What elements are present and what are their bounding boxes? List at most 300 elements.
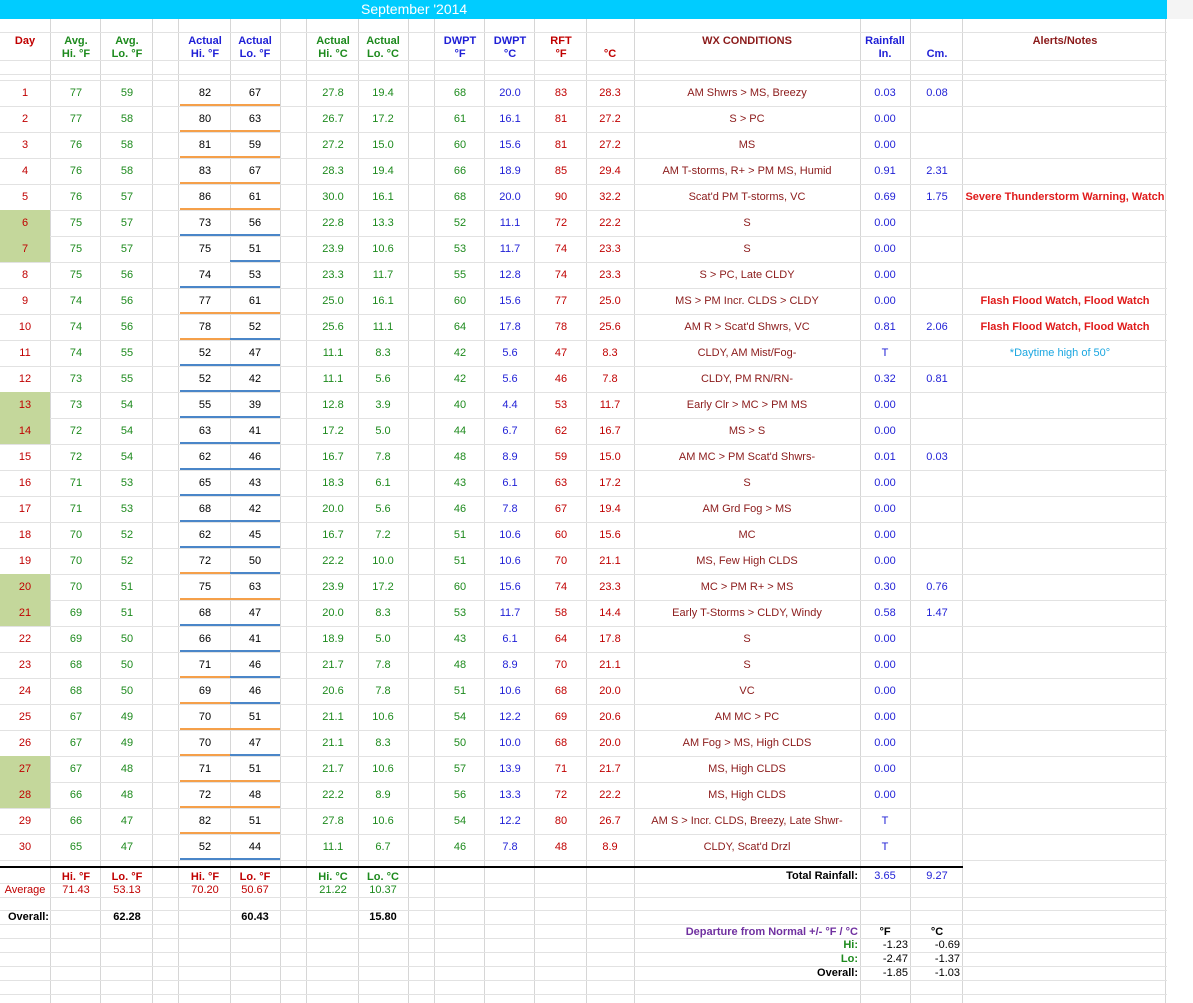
- cell-ahi: 71: [69, 477, 83, 489]
- temperature-underline: [230, 598, 280, 600]
- cell-in: 0.00: [874, 425, 896, 437]
- cell-df: 48: [453, 659, 467, 671]
- cell-df: 53: [453, 243, 467, 255]
- cell-day: 15: [18, 451, 32, 463]
- cell-cm: 1.75: [926, 191, 948, 203]
- cell-lf: 47: [248, 607, 262, 619]
- row-gridline: [0, 860, 1167, 861]
- cell-rf: 58: [554, 607, 568, 619]
- cell-dc: 10.6: [499, 555, 521, 567]
- departure-overall-c: -1.03: [934, 967, 960, 979]
- cell-alo: 52: [120, 529, 134, 541]
- cell-in: 0.00: [874, 243, 896, 255]
- cell-lc: 11.1: [372, 321, 394, 333]
- row-gridline: [0, 994, 1167, 995]
- cell-wx: CLDY, PM RN/RN-: [700, 373, 794, 385]
- temperature-underline: [230, 494, 280, 496]
- cell-dc: 10.0: [499, 737, 521, 749]
- cell-hf: 82: [198, 815, 212, 827]
- departure-hi-c: -0.69: [934, 939, 960, 951]
- row-gridline: [0, 106, 1167, 107]
- cell-wx: MS, High CLDS: [708, 763, 786, 775]
- cell-rf: 62: [554, 425, 568, 437]
- cell-rf: 80: [554, 815, 568, 827]
- cell-df: 57: [453, 763, 467, 775]
- header-actual-hi-c-1: Actual: [316, 35, 350, 47]
- cell-rc: 7.8: [602, 373, 618, 385]
- cell-lf: 51: [248, 815, 262, 827]
- cell-ahi: 74: [69, 295, 83, 307]
- cell-lf: 52: [248, 321, 262, 333]
- temperature-underline: [180, 234, 230, 236]
- cell-lc: 3.9: [375, 399, 391, 411]
- cell-alo: 52: [120, 555, 134, 567]
- cell-df: 51: [453, 685, 467, 697]
- temperature-underline: [230, 572, 280, 574]
- cell-wx: MS: [738, 139, 756, 151]
- cell-alo: 50: [120, 633, 134, 645]
- cell-lf: 42: [248, 373, 262, 385]
- row-gridline: [0, 952, 1167, 953]
- cell-wx: S: [743, 217, 751, 229]
- temperature-underline: [230, 546, 280, 548]
- temperature-underline: [230, 832, 280, 834]
- cell-rc: 17.8: [599, 633, 621, 645]
- cell-dc: 7.8: [502, 503, 518, 515]
- totals-divider: [0, 866, 963, 868]
- cell-df: 68: [453, 191, 467, 203]
- average-act-hi: 70.20: [191, 884, 219, 896]
- temperature-underline: [230, 676, 280, 678]
- cell-hf: 70: [198, 711, 212, 723]
- cell-rc: 25.0: [599, 295, 621, 307]
- cell-ahi: 70: [69, 555, 83, 567]
- summary-label-avg-hi: Hi. °F: [61, 871, 91, 883]
- cell-hf: 74: [198, 269, 212, 281]
- row-gridline: [0, 980, 1167, 981]
- cell-df: 60: [453, 295, 467, 307]
- temperature-underline: [180, 858, 230, 860]
- row-gridline: [0, 548, 1167, 549]
- cell-rf: 77: [554, 295, 568, 307]
- cell-dc: 13.3: [499, 789, 521, 801]
- cell-rf: 64: [554, 633, 568, 645]
- cell-df: 44: [453, 425, 467, 437]
- cell-lc: 8.3: [375, 607, 391, 619]
- cell-hf: 52: [198, 373, 212, 385]
- cell-dc: 20.0: [499, 87, 521, 99]
- cell-lf: 47: [248, 737, 262, 749]
- departure-unit-c: °C: [930, 926, 944, 938]
- cell-lf: 59: [248, 139, 262, 151]
- cell-rf: 71: [554, 763, 568, 775]
- cell-rf: 70: [554, 659, 568, 671]
- cell-hc: 23.9: [322, 243, 344, 255]
- cell-day: 7: [21, 243, 29, 255]
- cell-day: 4: [21, 165, 29, 177]
- cell-alo: 53: [120, 503, 134, 515]
- cell-rf: 72: [554, 789, 568, 801]
- column-gridline: [280, 19, 281, 1003]
- alert-note: Flash Flood Watch, Flood Watch: [980, 295, 1150, 307]
- overall-actual-c: 15.80: [369, 911, 397, 923]
- cell-ahi: 70: [69, 529, 83, 541]
- temperature-underline: [230, 104, 280, 106]
- cell-hc: 27.8: [322, 815, 344, 827]
- cell-hf: 82: [198, 87, 212, 99]
- cell-dc: 5.6: [502, 347, 518, 359]
- cell-alo: 54: [120, 425, 134, 437]
- cell-hf: 69: [198, 685, 212, 697]
- cell-rc: 8.9: [602, 841, 618, 853]
- header-rainfall-cm: Cm.: [926, 48, 948, 60]
- cell-rc: 15.0: [599, 451, 621, 463]
- summary-label-avg-lo: Lo. °F: [111, 871, 143, 883]
- column-gridline: [100, 19, 101, 1003]
- cell-rc: 19.4: [599, 503, 621, 515]
- cell-in: 0.00: [874, 269, 896, 281]
- cell-day: 13: [18, 399, 32, 411]
- temperature-underline: [230, 780, 280, 782]
- row-gridline: [0, 966, 1167, 967]
- alert-note: Flash Flood Watch, Flood Watch: [980, 321, 1150, 333]
- cell-in: 0.00: [874, 295, 896, 307]
- temperature-underline: [180, 364, 230, 366]
- cell-lc: 7.8: [375, 685, 391, 697]
- cell-hc: 25.0: [322, 295, 344, 307]
- cell-ahi: 65: [69, 841, 83, 853]
- cell-hc: 11.1: [322, 841, 344, 853]
- temperature-underline: [230, 416, 280, 418]
- cell-rf: 83: [554, 87, 568, 99]
- cell-rc: 27.2: [599, 113, 621, 125]
- column-gridline: [434, 19, 435, 1003]
- temperature-underline: [180, 130, 230, 132]
- temperature-underline: [180, 806, 230, 808]
- title-bar-gap: [1167, 0, 1193, 19]
- cell-wx: MC: [738, 529, 756, 541]
- cell-lc: 6.7: [375, 841, 391, 853]
- cell-lc: 17.2: [372, 581, 394, 593]
- cell-alo: 54: [120, 399, 134, 411]
- cell-lf: 46: [248, 659, 262, 671]
- cell-ahi: 68: [69, 685, 83, 697]
- cell-rf: 47: [554, 347, 568, 359]
- departure-label: Departure from Normal +/- °F / °C: [685, 926, 858, 938]
- cell-day: 22: [18, 633, 32, 645]
- header-actual-lo-f-2: Lo. °F: [239, 48, 271, 60]
- cell-wx: AM S > Incr. CLDS, Breezy, Late Shwr-: [651, 815, 843, 827]
- cell-lc: 5.6: [375, 503, 391, 515]
- cell-in: 0.00: [874, 763, 896, 775]
- cell-rf: 63: [554, 477, 568, 489]
- cell-hc: 23.9: [322, 581, 344, 593]
- cell-in: 0.00: [874, 399, 896, 411]
- cell-df: 56: [453, 789, 467, 801]
- cell-lf: 56: [248, 217, 262, 229]
- row-gridline: [0, 340, 1167, 341]
- cell-hf: 71: [198, 763, 212, 775]
- cell-dc: 15.6: [499, 295, 521, 307]
- temperature-underline: [230, 390, 280, 392]
- cell-hc: 18.9: [322, 633, 344, 645]
- cell-day: 17: [18, 503, 32, 515]
- row-gridline: [0, 652, 1167, 653]
- cell-df: 42: [453, 373, 467, 385]
- cell-lf: 43: [248, 477, 262, 489]
- overall-actual-f: 60.43: [241, 911, 269, 923]
- temperature-underline: [230, 624, 280, 626]
- cell-day: 30: [18, 841, 32, 853]
- cell-day: 5: [21, 191, 29, 203]
- cell-rc: 11.7: [599, 399, 621, 411]
- cell-hf: 75: [198, 581, 212, 593]
- cell-dc: 18.9: [499, 165, 521, 177]
- row-gridline: [0, 704, 1167, 705]
- cell-hc: 16.7: [322, 451, 344, 463]
- header-rft-f-1: RFT: [550, 35, 572, 47]
- cell-day: 12: [18, 373, 32, 385]
- cell-df: 43: [453, 633, 467, 645]
- cell-alo: 55: [120, 347, 134, 359]
- row-gridline: [0, 392, 1167, 393]
- cell-rf: 69: [554, 711, 568, 723]
- temperature-underline: [180, 624, 230, 626]
- cell-dc: 6.1: [502, 477, 518, 489]
- cell-df: 46: [453, 503, 467, 515]
- cell-in: 0.00: [874, 217, 896, 229]
- temperature-underline: [180, 286, 230, 288]
- cell-rc: 15.6: [599, 529, 621, 541]
- cell-day: 10: [18, 321, 32, 333]
- cell-wx: AM T-storms, R+ > PM MS, Humid: [662, 165, 832, 177]
- row-gridline: [0, 626, 1167, 627]
- column-gridline: [152, 19, 153, 1003]
- cell-hc: 22.2: [322, 789, 344, 801]
- cell-lf: 39: [248, 399, 262, 411]
- cell-ahi: 67: [69, 711, 83, 723]
- cell-hf: 70: [198, 737, 212, 749]
- cell-hc: 20.0: [322, 607, 344, 619]
- cell-dc: 17.8: [499, 321, 521, 333]
- row-gridline: [0, 158, 1167, 159]
- cell-hc: 20.0: [322, 503, 344, 515]
- cell-df: 43: [453, 477, 467, 489]
- cell-wx: MS, High CLDS: [708, 789, 786, 801]
- column-gridline: [534, 19, 535, 1003]
- cell-rc: 8.3: [602, 347, 618, 359]
- average-avg-hi: 71.43: [62, 884, 90, 896]
- cell-alo: 56: [120, 295, 134, 307]
- cell-lf: 50: [248, 555, 262, 567]
- temperature-underline: [230, 130, 280, 132]
- cell-rf: 74: [554, 581, 568, 593]
- cell-df: 60: [453, 139, 467, 151]
- temperature-underline: [230, 702, 280, 704]
- temperature-underline: [180, 182, 230, 184]
- cell-hc: 11.1: [322, 373, 344, 385]
- cell-cm: 2.06: [926, 321, 948, 333]
- row-gridline: [0, 74, 1167, 75]
- row-gridline: [0, 496, 1167, 497]
- cell-ahi: 68: [69, 659, 83, 671]
- temperature-underline: [180, 494, 230, 496]
- row-gridline: [0, 418, 1167, 419]
- temperature-underline: [180, 546, 230, 548]
- cell-rc: 26.7: [599, 815, 621, 827]
- column-gridline: [50, 19, 51, 1003]
- cell-lf: 42: [248, 503, 262, 515]
- header-dwpt-f-1: DWPT: [443, 35, 477, 47]
- overall-avg: 62.28: [113, 911, 141, 923]
- cell-ahi: 75: [69, 243, 83, 255]
- cell-day: 6: [21, 217, 29, 229]
- cell-hf: 52: [198, 347, 212, 359]
- cell-dc: 4.4: [502, 399, 518, 411]
- cell-lc: 8.3: [375, 347, 391, 359]
- header-actual-lo-c-1: Actual: [366, 35, 400, 47]
- row-gridline: [0, 574, 1167, 575]
- cell-hc: 30.0: [322, 191, 344, 203]
- cell-day: 26: [18, 737, 32, 749]
- cell-ahi: 76: [69, 139, 83, 151]
- cell-in: 0.00: [874, 139, 896, 151]
- cell-hc: 17.2: [322, 425, 344, 437]
- cell-alo: 47: [120, 815, 134, 827]
- cell-wx: MS > S: [728, 425, 766, 437]
- cell-rc: 22.2: [599, 789, 621, 801]
- temperature-underline: [230, 286, 280, 288]
- header-day: Day: [14, 35, 36, 47]
- temperature-underline: [230, 728, 280, 730]
- cell-cm: 0.03: [926, 451, 948, 463]
- cell-dc: 15.6: [499, 581, 521, 593]
- cell-hf: 63: [198, 425, 212, 437]
- cell-lf: 47: [248, 347, 262, 359]
- cell-rc: 29.4: [599, 165, 621, 177]
- cell-hc: 21.1: [322, 711, 344, 723]
- column-gridline: [408, 19, 409, 1003]
- cell-rf: 53: [554, 399, 568, 411]
- cell-dc: 20.0: [499, 191, 521, 203]
- cell-ahi: 77: [69, 87, 83, 99]
- cell-lf: 67: [248, 87, 262, 99]
- cell-wx: AM MC > PM Scat'd Shwrs-: [678, 451, 816, 463]
- cell-ahi: 72: [69, 425, 83, 437]
- cell-hc: 11.1: [322, 347, 344, 359]
- cell-day: 25: [18, 711, 32, 723]
- cell-lf: 51: [248, 243, 262, 255]
- header-actual-hi-c-2: Hi. °C: [318, 48, 348, 60]
- alert-note: Severe Thunderstorm Warning, Watch: [965, 191, 1165, 203]
- cell-alo: 55: [120, 373, 134, 385]
- row-gridline: [0, 600, 1167, 601]
- cell-rc: 23.3: [599, 581, 621, 593]
- temperature-underline: [180, 312, 230, 314]
- cell-lc: 5.0: [375, 425, 391, 437]
- cell-rc: 20.6: [599, 711, 621, 723]
- cell-ahi: 76: [69, 191, 83, 203]
- cell-alo: 53: [120, 477, 134, 489]
- cell-lc: 16.1: [372, 295, 394, 307]
- cell-rc: 23.3: [599, 269, 621, 281]
- cell-alo: 50: [120, 659, 134, 671]
- cell-alo: 57: [120, 191, 134, 203]
- cell-lf: 61: [248, 295, 262, 307]
- summary-label-hi-c: Hi. °C: [318, 871, 348, 883]
- cell-hc: 25.6: [322, 321, 344, 333]
- cell-rf: 74: [554, 243, 568, 255]
- cell-hc: 28.3: [322, 165, 344, 177]
- cell-df: 55: [453, 269, 467, 281]
- cell-wx: S > PC, Late CLDY: [699, 269, 795, 281]
- cell-hf: 75: [198, 243, 212, 255]
- cell-hf: 55: [198, 399, 212, 411]
- cell-lc: 16.1: [372, 191, 394, 203]
- cell-wx: Early Clr > MC > PM MS: [686, 399, 808, 411]
- temperature-underline: [230, 754, 280, 756]
- row-gridline: [0, 184, 1167, 185]
- cell-ahi: 75: [69, 269, 83, 281]
- cell-alo: 50: [120, 685, 134, 697]
- cell-hc: 18.3: [322, 477, 344, 489]
- cell-dc: 12.2: [499, 815, 521, 827]
- temperature-underline: [180, 156, 230, 158]
- cell-alo: 58: [120, 139, 134, 151]
- cell-rf: 81: [554, 113, 568, 125]
- cell-lc: 5.6: [375, 373, 391, 385]
- cell-in: 0.32: [874, 373, 896, 385]
- cell-lf: 63: [248, 581, 262, 593]
- cell-hf: 73: [198, 217, 212, 229]
- cell-in: 0.58: [874, 607, 896, 619]
- cell-day: 8: [21, 269, 29, 281]
- cell-df: 50: [453, 737, 467, 749]
- temperature-underline: [230, 442, 280, 444]
- column-gridline: [484, 19, 485, 1003]
- cell-day: 19: [18, 555, 32, 567]
- cell-lc: 5.0: [375, 633, 391, 645]
- row-gridline: [0, 883, 1167, 884]
- cell-rc: 16.7: [599, 425, 621, 437]
- temperature-underline: [230, 520, 280, 522]
- cell-ahi: 72: [69, 451, 83, 463]
- cell-hc: 12.8: [322, 399, 344, 411]
- cell-rc: 28.3: [599, 87, 621, 99]
- cell-ahi: 73: [69, 373, 83, 385]
- cell-day: 20: [18, 581, 32, 593]
- total-rainfall-label: Total Rainfall:: [786, 870, 858, 882]
- cell-df: 46: [453, 841, 467, 853]
- cell-rc: 32.2: [599, 191, 621, 203]
- cell-rc: 17.2: [599, 477, 621, 489]
- cell-lc: 10.6: [372, 243, 394, 255]
- cell-dc: 6.7: [502, 425, 518, 437]
- temperature-underline: [180, 390, 230, 392]
- cell-alo: 49: [120, 711, 134, 723]
- cell-in: 0.00: [874, 685, 896, 697]
- cell-day: 24: [18, 685, 32, 697]
- header-avg-hi-2: Hi. °F: [61, 48, 91, 60]
- cell-hc: 22.8: [322, 217, 344, 229]
- column-gridline: [910, 19, 911, 1003]
- cell-rc: 20.0: [599, 737, 621, 749]
- row-gridline: [0, 834, 1167, 835]
- cell-dc: 12.8: [499, 269, 521, 281]
- cell-lf: 63: [248, 113, 262, 125]
- cell-in: T: [881, 815, 889, 827]
- cell-in: T: [881, 841, 889, 853]
